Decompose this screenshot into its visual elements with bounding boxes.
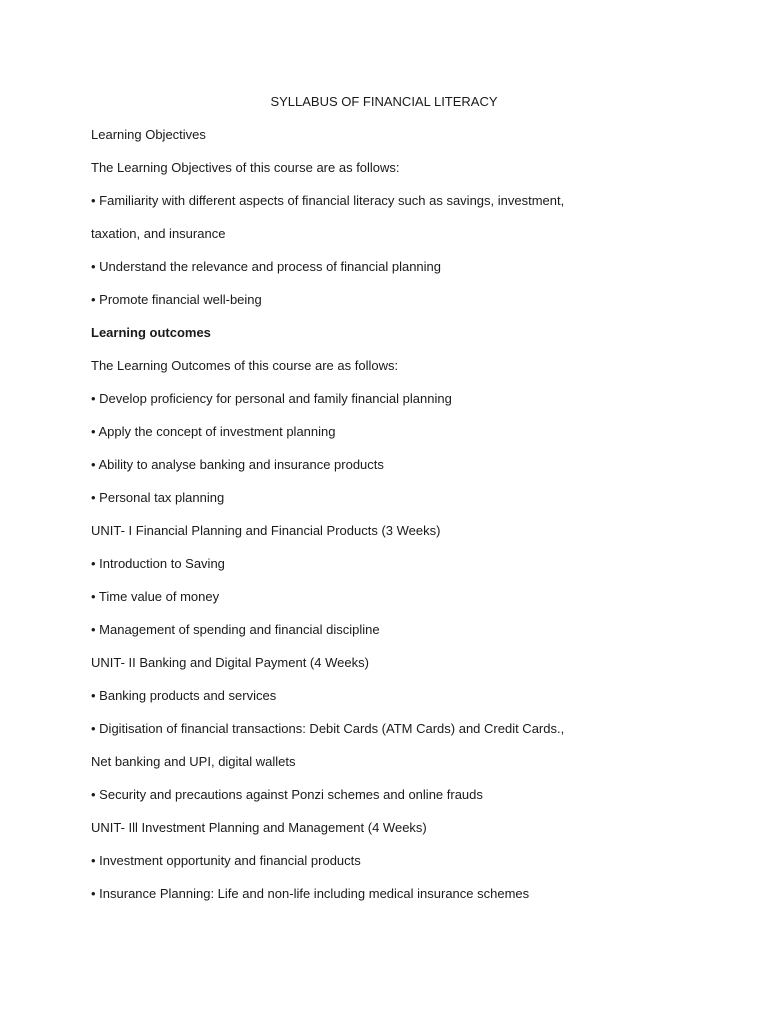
bullet-item: • Insurance Planning: Life and non-life including medical insurance schemes [91, 886, 530, 901]
text-line: Learning Objectives [91, 127, 206, 142]
bullet-item: • Promote financial well-being [91, 292, 262, 307]
unit-heading: UNIT- Ill Investment Planning and Management (4 Weeks) [91, 820, 427, 835]
text-line: Net banking and UPI, digital wallets [91, 754, 296, 769]
bullet-item: • Investment opportunity and financial products [91, 853, 361, 868]
bullet-item: • Time value of money [91, 589, 220, 604]
bullet-item: • Digitisation of financial transactions: Debit Cards (ATM Cards) and Credit Cards., [91, 721, 565, 736]
bullet-item: • Develop proficiency for personal and family financial planning [91, 391, 452, 406]
unit-heading: UNIT- II Banking and Digital Payment (4 Weeks) [91, 655, 369, 670]
document-body [91, 126, 731, 918]
text-line: Learning outcomes [91, 325, 211, 340]
bullet-item: • Security and precautions against Ponzi schemes and online frauds [91, 787, 483, 802]
unit-heading: UNIT- I Financial Planning and Financial Products (3 Weeks) [91, 523, 441, 538]
bullet-item: • Management of spending and financial discipline [91, 622, 380, 637]
text-line: taxation, and insurance [91, 226, 226, 241]
bullet-item: • Understand the relevance and process of financial planning [91, 259, 441, 274]
bullet-item: • Introduction to Saving [91, 556, 225, 571]
bullet-item: • Personal tax planning [91, 490, 225, 505]
bullet-item: • Familiarity with different aspects of financial literacy such as savings, investment, [91, 193, 565, 208]
text-line: The Learning Outcomes of this course are as follows: [91, 358, 399, 373]
bullet-item: • Apply the concept of investment planning [91, 424, 336, 439]
document-title: SYLLABUS OF FINANCIAL LITERACY [270, 94, 498, 109]
bullet-item: • Ability to analyse banking and insurance products [91, 457, 384, 472]
text-line: The Learning Objectives of this course are as follows: [91, 160, 400, 175]
bullet-item: • Banking products and services [91, 688, 277, 703]
